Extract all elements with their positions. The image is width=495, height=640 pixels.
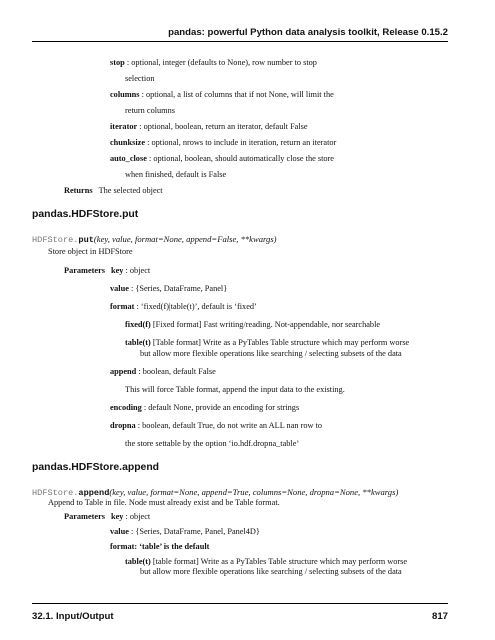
parameters-row-put (64, 266, 150, 276)
param-desc: : object (123, 266, 151, 275)
option-table-put-cont: but allow more flexible operations like searching / selecting subsets of the data (140, 349, 402, 358)
param-value-append (110, 527, 260, 537)
param-stop-cont: selection (125, 74, 155, 83)
footer-rule (32, 603, 448, 604)
param-iterator (110, 122, 308, 132)
param-append-put (110, 367, 216, 377)
param-desc: : optional, boolean, should automatically close the store (146, 154, 334, 163)
signature-append (32, 487, 398, 498)
parameters-label: Parameters (64, 512, 105, 521)
param-format-append: format: ‘table’ is the default (110, 542, 210, 551)
parameters-row-append (64, 512, 150, 522)
param-columns (110, 90, 334, 100)
param-desc: : optional, boolean, return an iterator, default False (137, 122, 308, 131)
signature-put (32, 234, 277, 245)
param-dropna (110, 421, 322, 431)
param-name: auto_close (110, 154, 147, 163)
returns-desc: The selected object (98, 186, 163, 195)
param-auto-close (110, 154, 334, 164)
sig-class: HDFStore. (32, 235, 79, 245)
option-name: table(t) (125, 557, 151, 566)
returns-row (64, 186, 163, 196)
param-encoding (110, 403, 299, 413)
option-fixed (125, 320, 380, 330)
returns-label: Returns (64, 186, 93, 195)
summary-append: Append to Table in file. Node must already exist and be Table format. (48, 498, 280, 507)
param-desc: : optional, integer (defaults to None), row number to stop (124, 58, 317, 67)
sig-args: (key, value, format=None, append=False, **kwargs) (93, 234, 277, 244)
param-stop (110, 58, 317, 68)
param-desc: : default None, provide an encoding for strings (141, 403, 300, 412)
param-columns-cont: return columns (125, 106, 176, 115)
param-desc: : object (123, 512, 151, 521)
param-name: append (110, 367, 137, 376)
page-number: 817 (431, 611, 448, 622)
param-name: stop (110, 58, 125, 67)
param-format-put (110, 302, 257, 312)
param-name: columns (110, 90, 140, 99)
param-name: dropna (110, 421, 136, 430)
sig-class: HDFStore. (32, 488, 79, 498)
param-dropna-cont: the store settable by the option ‘io.hdf.dropna_table’ (125, 439, 300, 448)
param-desc: : ‘fixed(f)|table(t)’, default is ‘fixed’ (134, 302, 257, 311)
param-desc: : boolean, default True, do not write an ALL nan row to (135, 421, 323, 430)
param-name: value (110, 527, 129, 536)
param-auto-close-cont: when finished, default is False (125, 170, 227, 179)
param-name: key (111, 266, 124, 275)
sig-method: put (78, 235, 94, 245)
param-name: iterator (110, 122, 138, 131)
parameters-label: Parameters (64, 266, 105, 275)
sig-args: (key, value, format=None, append=True, columns=None, dropna=None, **kwargs) (109, 487, 399, 497)
param-desc: : boolean, default False (136, 367, 216, 376)
param-desc: : {Series, DataFrame, Panel} (128, 284, 228, 293)
section-title-put: pandas.HDFStore.put (32, 209, 139, 220)
param-desc: : optional, a list of columns that if not None, will limit the (139, 90, 334, 99)
param-append-put-cont: This will force Table format, append the input data to the existing. (125, 385, 345, 394)
sig-method: append (78, 488, 110, 498)
footer-section: 32.1. Input/Output (32, 611, 114, 622)
param-name: chunksize (110, 138, 146, 147)
option-table-append-cont: but allow more flexible operations like searching / selecting subsets of the data (140, 567, 402, 576)
option-name: fixed(f) (125, 320, 151, 329)
param-value-put (110, 284, 227, 294)
summary-put: Store object in HDFStore (48, 247, 133, 256)
option-desc: [Fixed format] Fast writing/reading. Not-appendable, nor searchable (150, 320, 381, 329)
section-title-append: pandas.HDFStore.append (32, 462, 160, 473)
option-table-put (125, 338, 409, 348)
param-name: value (110, 284, 129, 293)
param-name: format (110, 302, 135, 311)
running-header: pandas: powerful Python data analysis toolkit, Release 0.15.2 (168, 27, 448, 38)
option-name: table(t) (125, 338, 151, 347)
header-rule (32, 41, 448, 42)
option-desc: [Table format] Write as a PyTables Table structure which may perform worse (150, 338, 410, 347)
param-desc: : {Series, DataFrame, Panel, Panel4D} (128, 527, 260, 536)
option-table-append (125, 557, 407, 567)
param-desc: : optional, nrows to include in iteration, return an iterator (145, 138, 337, 147)
param-chunksize (110, 138, 336, 148)
option-desc: [table format] Write as a PyTables Table structure which may perform worse (150, 557, 408, 566)
param-name: encoding (110, 403, 142, 412)
param-name: key (111, 512, 124, 521)
